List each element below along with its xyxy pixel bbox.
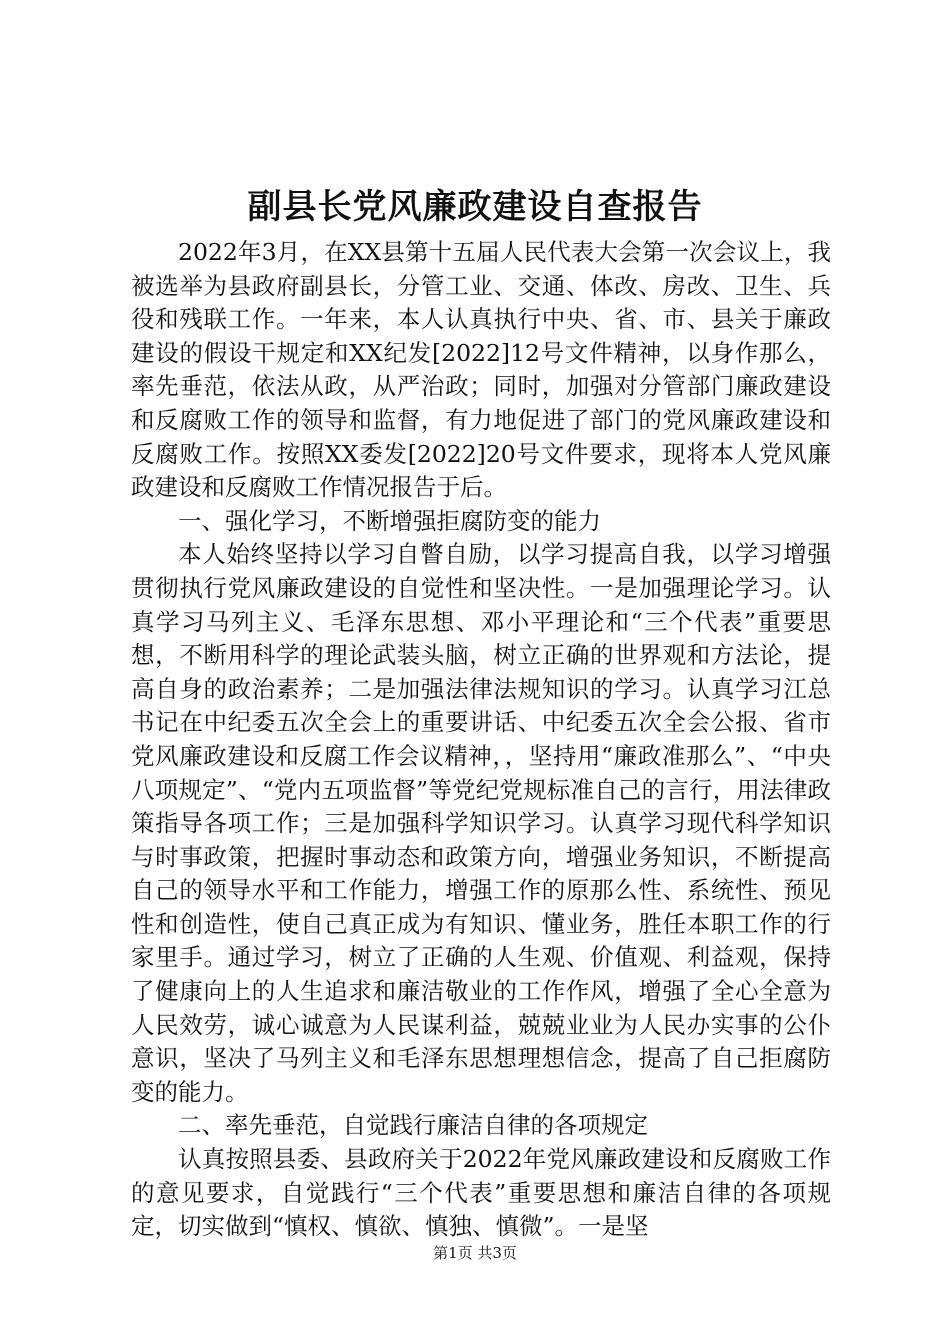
section-2-paragraph: 认真按照县委、县政府关于2022年党风廉政建设和反腐败工作的意见要求，自觉践行“三个代表”重要思想和廉洁自律的各项规定，切实做到“慎权、慎欲、慎独、慎微”。一是坚 [131,1145,831,1241]
section-heading-1: 一、强化学习，不断增强拒腐防变的能力 [178,506,601,535]
intro-paragraph: 2022年3月，在XX县第十五届人民代表大会第一次会议上，我被选举为县政府副县长，分管工业、交通、体改、房改、卫生、兵役和残联工作。一年来，本人认真执行中央、省、市、县关于廉政建设的假设干规定和XX纪发[2022]12号文件精神，以身作那么，率先垂范，依法从政，从严治政；同时，加强对分管部门廉政建设和反腐败工作的领导和监督，有力地促进了部门的党风廉政建设和反腐败工作。按照XX委发[2022]20号文件要求，现将本人党风廉政建设和反腐败工作情况报告于后。 [131,238,831,502]
section-heading-2: 二、率先垂范，自觉践行廉洁自律的各项规定 [178,1111,648,1140]
section-1-paragraph: 本人始终坚持以学习自瞥自励，以学习提高自我，以学习增强贯彻执行党风廉政建设的自觉性和坚决性。一是加强理论学习。认真学习马列主义、毛泽东思想、邓小平理论和“三个代表”重要思想，不断用科学的理论武装头脑，树立正确的世界观和方法论，提高自身的政治素养；二是加强法律法规知识的学习。认真学习江总书记在中纪委五次全会上的重要讲话、中纪委五次全会公报、省市党风廉政建设和反腐工作会议精神，，坚持用“廉政准那么”、“中央八项规定”、“党内五项监督”等党纪党规标准自己的言行，用法律政策指导各项工作；三是加强科学知识学习。认真学习现代科学知识与时事政策，把握时事动态和政策方向，增强业务知识，不断提高自己的领导水平和工作能力，增强工作的原那么性、系统性、预见性和创造性，使自己真正成为有知识、懂业务，胜任本职工作的行家里手。通过学习，树立了正确的人生观、价值观、利益观，保持了健康向上的人生追求和廉洁敬业的工作作风，增强了全心全意为人民效劳，诚心诚意为人民谋利益，兢兢业业为人民办实事的公仆意识，坚决了马列主义和毛泽东思想理想信念，提高了自己拒腐防变的能力。 [131,540,831,1106]
page-footer: 第1页 共3页 [433,1244,517,1262]
document-title: 副县长党风廉政建设自查报告 [247,187,703,227]
document-body [131,236,831,1244]
